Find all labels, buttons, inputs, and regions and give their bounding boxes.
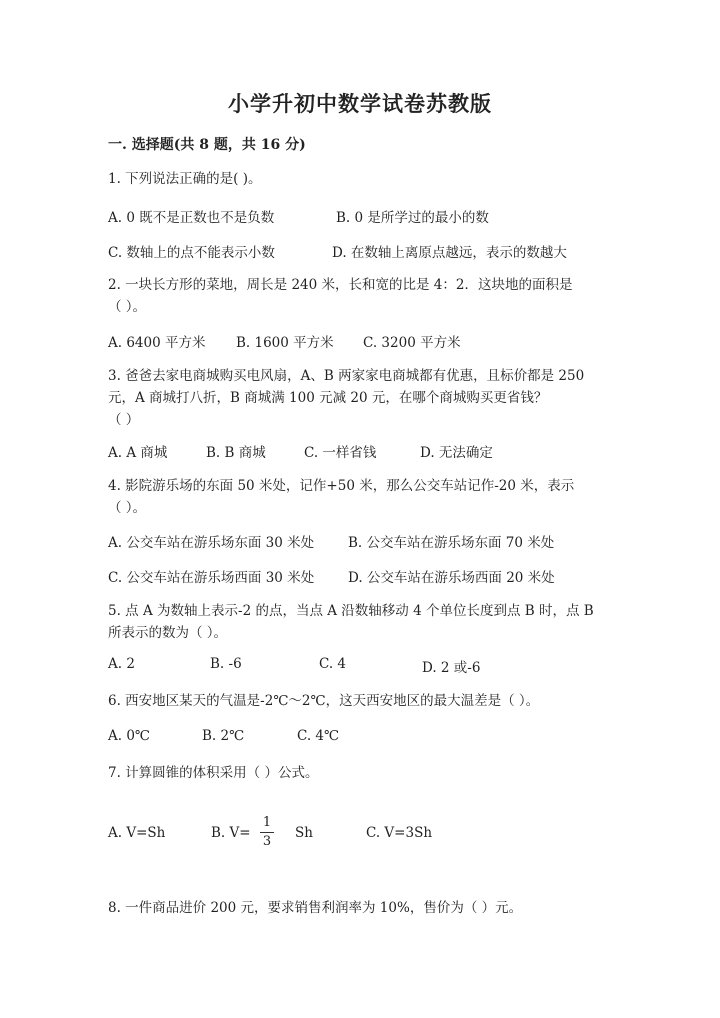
option-a[interactable]: A. V=Sh (108, 825, 166, 841)
option-d[interactable]: D. 无法确定 (420, 445, 493, 461)
exam-title: 小学升初中数学试卷苏教版 (228, 91, 492, 116)
option-a[interactable]: A. 0 既不是正数也不是负数 (108, 210, 275, 226)
option-d[interactable]: D. 公交车站在游乐场西面 20 米处 (348, 570, 555, 586)
question-3-line-3: （ ） (108, 412, 140, 428)
option-b[interactable]: B. 0 是所学过的最小的数 (336, 210, 489, 226)
question-4 (108, 475, 618, 519)
fraction-bar (260, 832, 274, 833)
question-6: 6. 西安地区某天的气温是-2℃～2℃，这天西安地区的最大温差是（ ）。 (108, 693, 540, 709)
question-2-line-1: 2. 一块长方形的菜地，周长是 240 米，长和宽的比是 4：2．这块地的面积是 (108, 277, 573, 293)
option-b[interactable]: B. V= (211, 825, 251, 841)
option-b[interactable]: B. 2℃ (202, 728, 245, 744)
option-c[interactable]: C. 3200 平方米 (363, 335, 461, 351)
question-8: 8. 一件商品进价 200 元，要求销售利润率为 10%，售价为（ ）元。 (108, 900, 523, 916)
section-heading: 一. 选择题(共 8 题，共 16 分) (108, 137, 306, 153)
option-b[interactable]: B. 公交车站在游乐场东面 70 米处 (348, 535, 555, 551)
fraction-numerator: 1 (262, 815, 272, 830)
option-d[interactable]: D. 2 或-6 (422, 660, 481, 676)
option-a[interactable]: A. 2 (108, 656, 135, 672)
option-c[interactable]: C. 一样省钱 (304, 445, 377, 461)
option-c[interactable]: C. 公交车站在游乐场西面 30 米处 (108, 570, 315, 586)
question-7: 7. 计算圆锥的体积采用（ ）公式。 (108, 765, 319, 781)
fraction-denominator: 3 (262, 834, 272, 849)
question-4-line-1: 4. 影院游乐场的东面 50 米处，记作+50 米，那么公交车站记作-20 米，表示 (108, 478, 575, 494)
option-a[interactable]: A. 0℃ (108, 728, 151, 744)
option-b-suffix: Sh (295, 825, 313, 841)
option-b[interactable]: B. B 商城 (206, 445, 266, 461)
question-5-line-2: 所表示的数为（ ）。 (108, 625, 228, 641)
question-3-line-1: 3. 爸爸去家电商城购买电风扇，A、B 两家家电商城都有优惠，且标价都是 250 (108, 368, 585, 384)
option-c[interactable]: C. 4℃ (297, 728, 340, 744)
option-a[interactable]: A. A 商城 (108, 445, 168, 461)
question-5 (108, 600, 618, 644)
option-b[interactable]: B. -6 (210, 656, 242, 672)
option-c[interactable]: C. V=3Sh (366, 825, 433, 841)
question-2-line-2: （ ）。 (108, 299, 147, 315)
option-c[interactable]: C. 4 (319, 656, 347, 672)
fraction-one-third (260, 815, 274, 850)
question-5-line-1: 5. 点 A 为数轴上表示-2 的点，当点 A 沿数轴移动 4 个单位长度到点 B 时，点 B (108, 603, 594, 619)
question-1: 1. 下列说法正确的是( )。 (108, 171, 262, 187)
question-3-line-2: 元，A 商城打八折，B 商城满 100 元减 20 元，在哪个商城购买更省钱？ (108, 390, 548, 406)
question-3 (108, 365, 618, 431)
option-a[interactable]: A. 6400 平方米 (108, 335, 206, 351)
question-2 (108, 274, 618, 318)
option-c[interactable]: C. 数轴上的点不能表示小数 (108, 245, 275, 261)
option-b[interactable]: B. 1600 平方米 (236, 335, 334, 351)
question-4-line-2: （ ）。 (108, 500, 147, 516)
option-a[interactable]: A. 公交车站在游乐场东面 30 米处 (108, 535, 315, 551)
option-d[interactable]: D. 在数轴上离原点越远，表示的数越大 (332, 245, 567, 261)
